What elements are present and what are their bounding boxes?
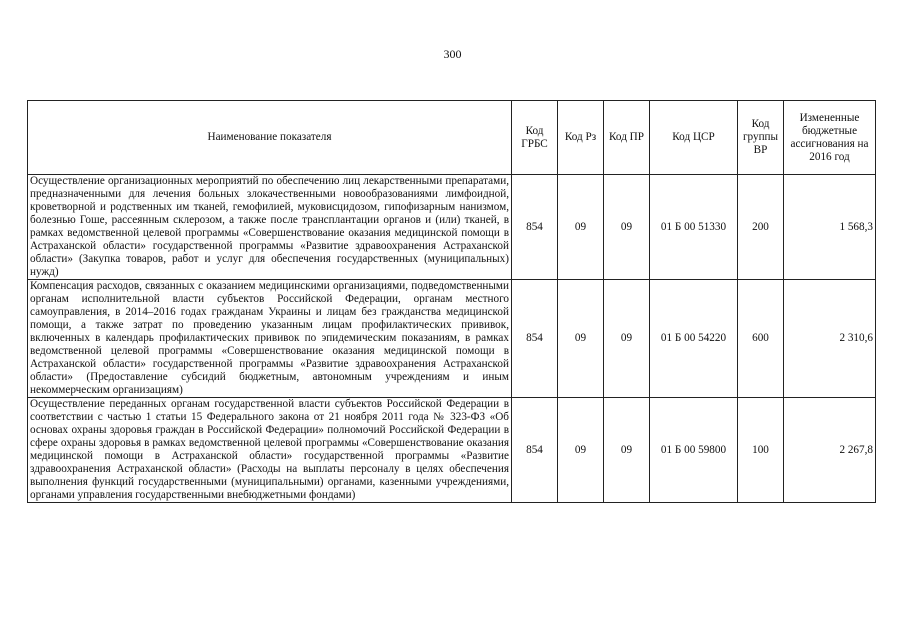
row-name: Осуществление организационных мероприятий по обеспечению лиц лекарственными препаратами, предназначенными для лечения больных злокачественными новообразованиями лимфоидной, кроветворной и родственных им тканей, гемофилией, муковисцидозом, гипофизарным нанизмом, болезнью Гоше, рассеянным склерозом, а также после трансплантации органов и (или) тканей, в рамках ведомственной целевой программы «Совершенствование оказания медицинской помощи в Астраханской области» государственной программы «Развитие здравоохранения Астраханской области» (Закупка товаров, работ и услуг для обеспечения государственных (муниципальных) нужд) [28,175,512,280]
header-pr: Код ПР [604,101,650,175]
row-name: Компенсация расходов, связанных с оказанием медицинскими организациями, подведомственными органам исполнительной власти субъектов Российской Федерации, органам местного самоуправления, в 2014–2016 годах гражданам Украины и лицам без гражданства медицинской помощи, а также затрат по проведению указанным лицам профилактических прививок, включенных в календарь профилактических прививок по эпидемическим показаниям, в рамках ведомственной целевой программы «Совершенствование оказания медицинской помощи в Астраханской области» государственной программы «Развитие здравоохранения Астраханской области» (Предоставление субсидий бюджетным, автономным учреждениям и иным некоммерческим организациям) [28,280,512,398]
row-rz: 09 [558,280,604,398]
page-number: 300 [443,47,462,61]
row-csr: 01 Б 00 51330 [650,175,738,280]
header-csr: Код ЦСР [650,101,738,175]
row-pr: 09 [604,398,650,503]
header-rz: Код Рз [558,101,604,175]
row-rz: 09 [558,175,604,280]
row-rz: 09 [558,398,604,503]
row-amount: 2 310,6 [784,280,876,398]
row-amount: 2 267,8 [784,398,876,503]
row-grbs: 854 [512,398,558,503]
table-row [28,175,876,280]
row-vr: 600 [738,280,784,398]
row-csr: 01 Б 00 59800 [650,398,738,503]
table-row [28,280,876,398]
row-grbs: 854 [512,280,558,398]
row-grbs: 854 [512,175,558,280]
row-vr: 100 [738,398,784,503]
header-name: Наименование показателя [28,101,512,175]
row-amount: 1 568,3 [784,175,876,280]
header-vr: Код группы ВР [738,101,784,175]
row-csr: 01 Б 00 54220 [650,280,738,398]
header-grbs: Код ГРБС [512,101,558,175]
row-name: Осуществление переданных органам государственной власти субъектов Российской Федерации в соответствии с частью 1 статьи 15 Федерального закона от 21 ноября 2011 года № 323-ФЗ «Об основах охраны здоровья граждан в Российской Федерации» полномочий Российской Федерации в сфере охраны здоровья в рамках ведомственной целевой программы «Совершенствование оказания медицинской помощи в Астраханской области» государственной программы «Развитие здравоохранения Астраханской области» (Расходы на выплаты персоналу в целях обеспечения выполнения функций государственными (муниципальными) органами, казенными учреждениями, органами управления государственными внебюджетными фондами) [28,398,512,503]
row-pr: 09 [604,175,650,280]
row-vr: 200 [738,175,784,280]
header-amount: Измененные бюджетные ассигнования на 2016 год [784,101,876,175]
table-row [28,398,876,503]
row-pr: 09 [604,280,650,398]
budget-table [27,100,876,503]
table-header-row [28,101,876,175]
